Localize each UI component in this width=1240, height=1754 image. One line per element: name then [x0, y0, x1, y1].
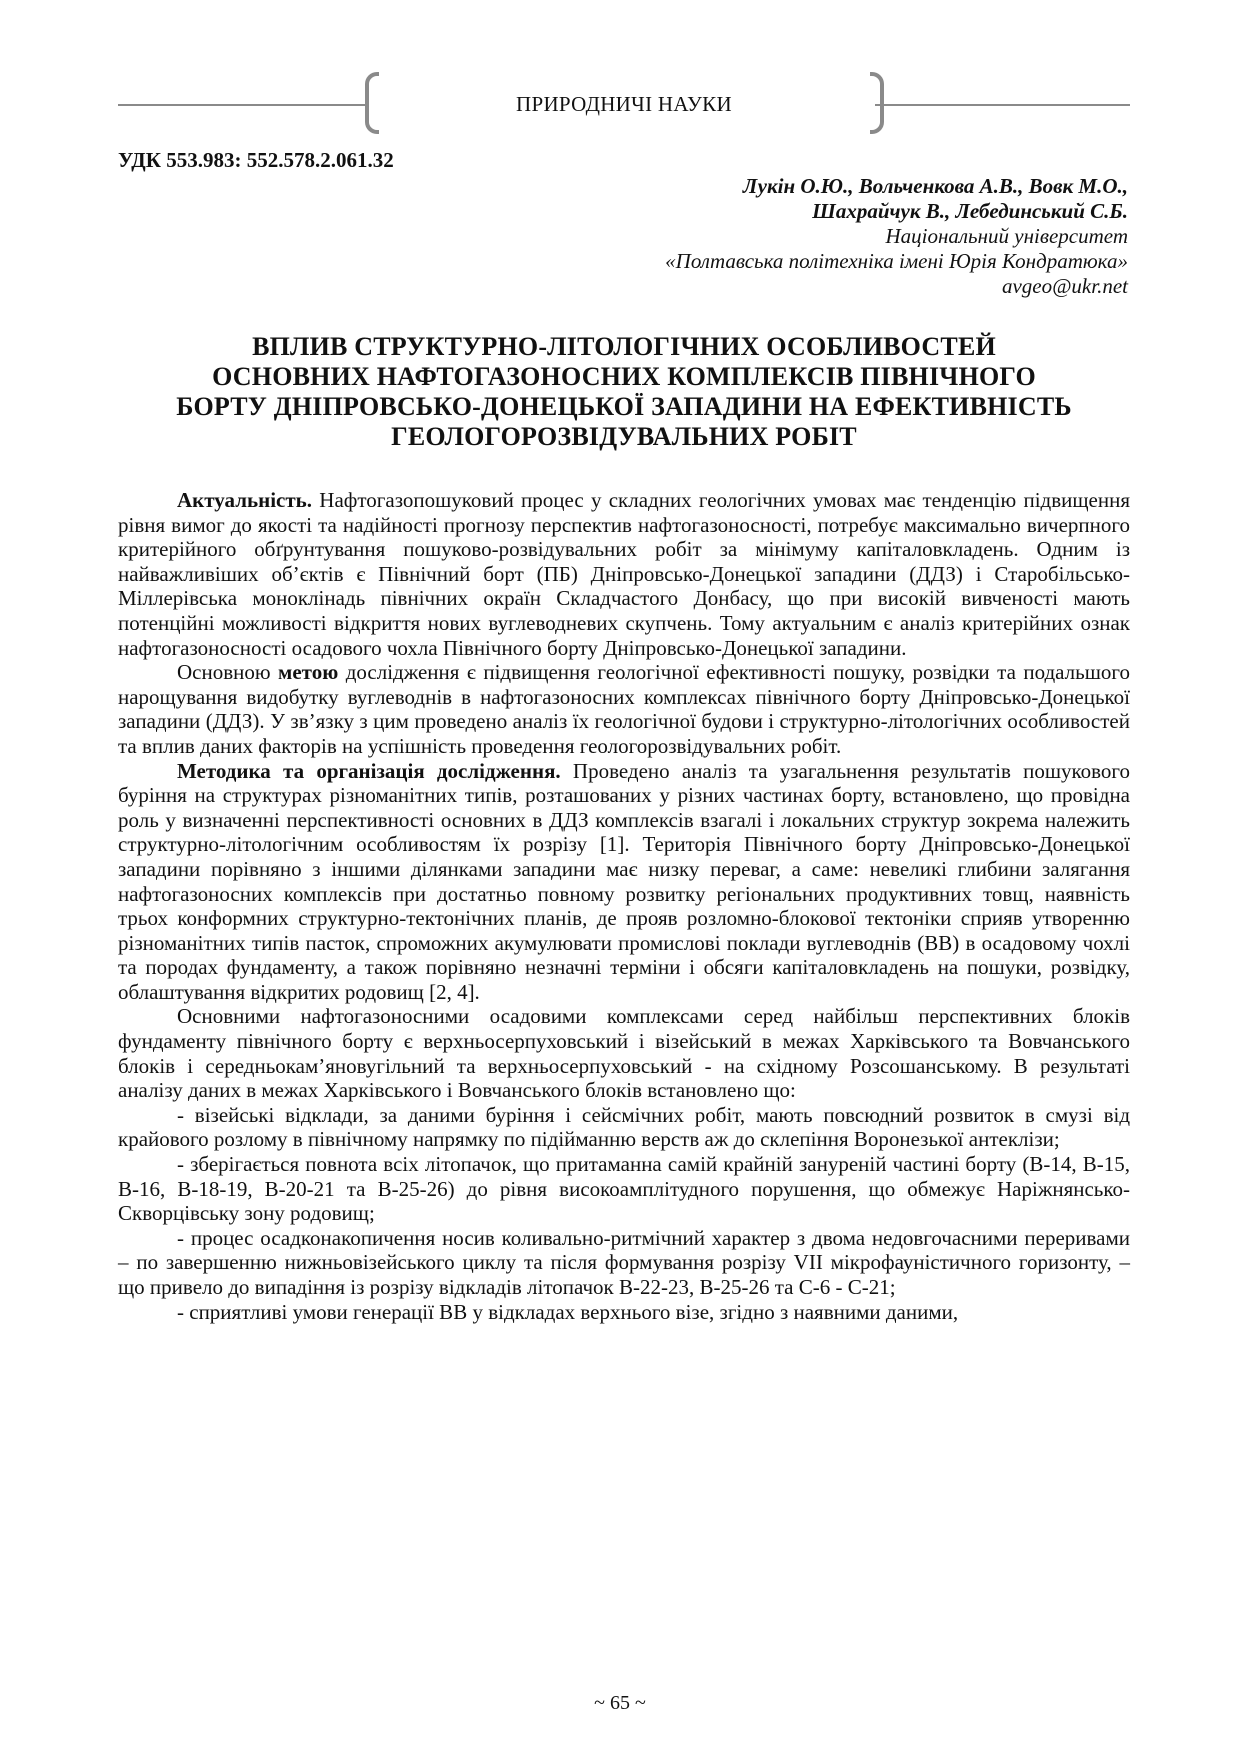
page-number: ~ 65 ~ — [594, 1692, 646, 1714]
goal-text: дослідження є підвищення геологічної ефективності пошуку, розвідки та подальшого нарощування видобутку вуглеводнів в нафтогазоносних комплексах північного борту Дніпровсько-Донецької западини (ДДЗ). У зв’язку з цим проведено аналіз їх геологічної будови і структурно-літологічних особливостей та вплив даних факторів на успішність проведення геологорозвідувальних робіт. — [118, 660, 1130, 758]
list-item-sedimentation: - процес осадконакопичення носив коливально-ритмічний характер з двома недовгочасними переривами – по завершенню нижньовізейського циклу та після формування розрізу VII мікрофауністичного горизонту, – що привело до випадіння із розрізу відкладів літопачок В-22-23, В-25-26 та С-6 - С-21; — [118, 1225, 1130, 1299]
section-title: ПРИРОДНИЧІ НАУКИ — [516, 92, 732, 116]
paragraph-relevance — [118, 488, 1130, 660]
affiliation-line-2: «Полтавська політехніка імені Юрія Кондратюка» — [665, 249, 1128, 273]
author-email: avgeo@ukr.net — [1001, 274, 1128, 298]
title-line-3: БОРТУ ДНІПРОВСЬКО-ДОНЕЦЬКОЇ ЗАПАДИНИ НА ЕФЕКТИВНІСТЬ — [176, 392, 1072, 421]
article-title — [118, 332, 1130, 452]
relevance-text: Нафтогазопошуковий процес у складних геологічних умовах має тенденцію підвищення рівня вимог до якості та надійності прогнозу перспектив нафтогазоносності, потребує максимально вичерпного критерійного обґрунтування пошуково-розвідувальних робіт за мінімуму капіталовкладень. Одним із найважливіших об’єктів є Північний борт (ПБ) Дніпровсько-Донецької западини (ДДЗ) і Старобільсько-Міллерівська моноклінадь північних окраїн Складчастого Донбасу, що при високій вивченості мають потенційні можливості відкриття нових вуглеводневих скупчень. Тому актуальним є аналіз критерійних ознак нафтогазоносності осадового чохла Північного борту Дніпровсько-Донецької западини. — [118, 488, 1130, 660]
section-header — [118, 68, 1130, 140]
author-block — [665, 174, 1128, 299]
methodology-heading: Методика та організація дослідження. — [177, 758, 561, 783]
list-item-generation: - сприятливі умови генерації ВВ у відкладах верхнього візе, згідно з наявними даними, — [177, 1299, 959, 1324]
affiliation-line-1: Національний університет — [885, 224, 1128, 248]
title-line-4: ГЕОЛОГОРОЗВІДУВАЛЬНИХ РОБІТ — [391, 422, 857, 451]
header-rule-right — [875, 104, 1130, 106]
title-line-1: ВПЛИВ СТРУКТУРНО-ЛІТОЛОГІЧНИХ ОСОБЛИВОСТЕЙ — [252, 332, 996, 361]
article-body — [118, 488, 1130, 1324]
list-item-lithopacks: - зберігається повнота всіх літопачок, що притаманна самій крайній зануреній частині борту (В-14, В-15, В-16, В-18-19, В-20-21 та В-25-26) до рівня високоамплітудного порушення, що обмежує Наріжнянсько-Скворцівську зону родовищ; — [118, 1152, 1130, 1226]
udc-code: УДК 553.983: 552.578.2.061.32 — [118, 148, 394, 172]
goal-prefix: Основною — [177, 660, 279, 685]
relevance-heading: Актуальність. — [177, 488, 313, 512]
paragraph-methodology — [118, 759, 1130, 1005]
methodology-text: Проведено аналіз та узагальнення результатів пошукового буріння на структурах різноманітних типів, розташованих у різних частинах борту, встановлено, що провідна роль у визначенні перспективності основних в ДДЗ комплексів взагалі і локальних структур зокрема належить структурно-літологічним особливостям їх розрізу [1]. Територія Північного борту Дніпровсько-Донецької западини порівняно з іншими ділянками западини має низку переваг, а саме: невеликі глибини залягання нафтогазоносних комплексів при достатньо повному розвитку регіональних продуктивних товщ, наявність трьох конформних структурно-тектонічних планів, де прояв розломно-блокової тектоніки сприяв утворенню різноманітних типів пасток, спроможних акумулювати промислові поклади вуглеводнів (ВВ) в осадовому чохлі та породах фундаменту, а також порівняно незначні терміни і обсяги капіталовкладень на пошуки, розвідку, облаштування відкритих родовищ [2, 4]. — [118, 758, 1130, 1004]
list-item-vise-deposits: - візейські відклади, за даними буріння і сейсмічних робіт, мають повсюдний розвиток в смузі від крайового розлому в північному напрямку по підійманню верств аж до склепіння Воронезької антеклізи; — [118, 1102, 1130, 1152]
author-names-line-1: Лукін О.Ю., Вольченкова А.В., Вовк М.О., — [742, 174, 1128, 198]
author-names-line-2: Шахрайчук В., Лебединський С.Б. — [812, 199, 1128, 223]
paragraph-goal — [118, 660, 1130, 758]
paragraph-complexes: Основними нафтогазоносними осадовими комплексами серед найбільш перспективних блоків фундаменту північного борту є верхньосерпуховський і візейський в межах Харківського та Вовчанського блоків і середньокам’яновугільний та верхньосерпуховський - на східному Розсошанському. В результаті аналізу даних в межах Харківського і Вовчанського блоків встановлено що: — [118, 1004, 1130, 1103]
title-line-2: ОСНОВНИХ НАФТОГАЗОНОСНИХ КОМПЛЕКСІВ ПІВНІЧНОГО — [212, 362, 1036, 391]
header-brace-right — [870, 72, 884, 134]
goal-keyword: метою — [278, 660, 339, 685]
